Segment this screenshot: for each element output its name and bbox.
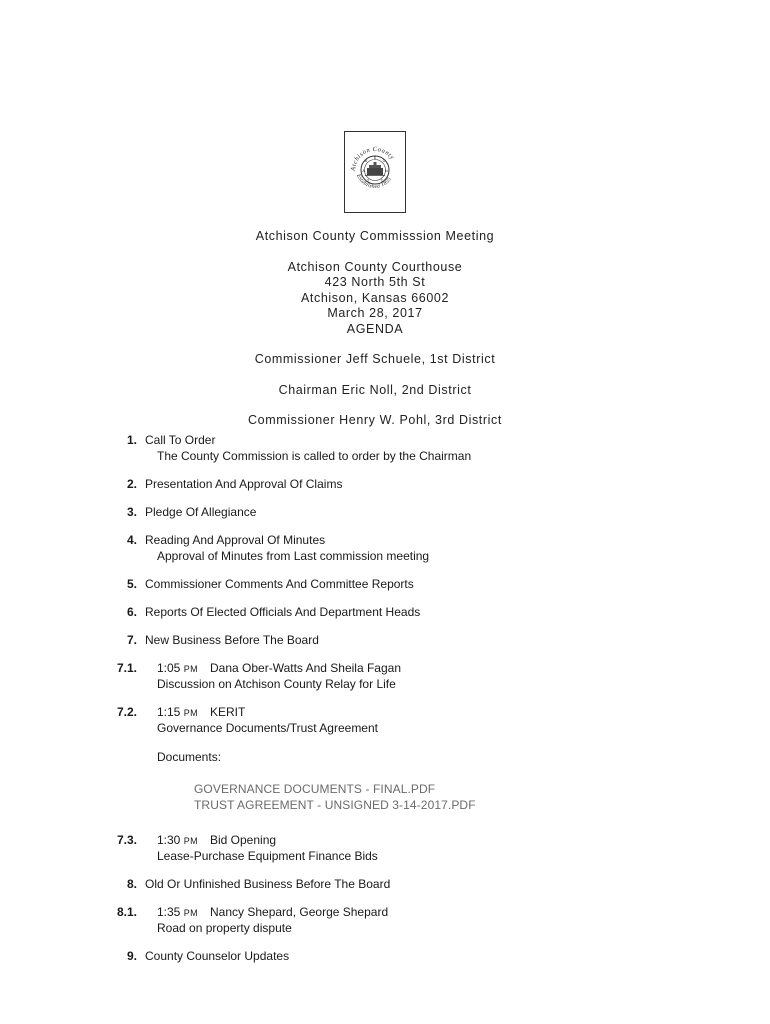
commissioner-3: Commissioner Henry W. Pohl, 3rd District: [248, 413, 502, 427]
city-state-zip: Atchison, Kansas 66002: [300, 290, 449, 305]
seal-initial: N: [385, 169, 388, 173]
item-number: 8.1.: [116, 905, 137, 919]
item-time: 1:35 PM: [157, 905, 199, 919]
commissioner-1: Commissioner Jeff Schuele, 1st District: [254, 352, 496, 366]
agenda-label: AGENDA: [346, 321, 404, 336]
meeting-date: March 28, 2017: [327, 306, 423, 320]
item-detail: Road on property dispute: [157, 921, 292, 935]
governance-documents-link[interactable]: GOVERNANCE DOCUMENTS - FINAL.PDF: [194, 782, 436, 796]
street-address: 423 North 5th St: [324, 275, 426, 289]
item-number: 7.: [126, 633, 137, 647]
chairman: Chairman Eric Noll, 2nd District: [278, 382, 472, 397]
item-number: 3.: [126, 505, 137, 519]
location-name: Atchison County Courthouse: [287, 259, 463, 274]
item-title: Reports Of Elected Officials And Department Heads: [145, 605, 421, 619]
item-number: 9.: [126, 949, 137, 963]
item-detail: Governance Documents/Trust Agreement: [157, 721, 378, 735]
seal-initial: O: [382, 159, 386, 163]
county-seal-logo: [346, 141, 404, 199]
item-number: 8.: [126, 877, 137, 891]
item-detail: Discussion on Atchison County Relay for Life: [157, 677, 396, 691]
seal-arc-top-text: Atchison County: [349, 145, 396, 172]
item-number: 4.: [126, 533, 137, 547]
item-presenter: Bid Opening: [210, 833, 277, 847]
trust-agreement-link[interactable]: TRUST AGREEMENT - UNSIGNED 3-14-2017.PDF: [194, 798, 476, 812]
item-detail: The County Commission is called to order by the Chairman: [157, 449, 472, 463]
item-time: 1:05 PM: [157, 661, 199, 675]
county-seal-frame: [344, 131, 406, 213]
item-title: Reading And Approval Of Minutes: [145, 533, 326, 547]
item-time: 1:30 PM: [157, 833, 199, 847]
seal-initial: A: [362, 169, 365, 173]
item-number: 6.: [126, 605, 137, 619]
item-number: 7.1.: [116, 661, 137, 675]
item-title: Presentation And Approval Of Claims: [145, 477, 343, 491]
agenda-header: [0, 229, 750, 429]
item-number: 7.3.: [116, 833, 137, 847]
item-title: Call To Order: [145, 433, 216, 447]
item-title: Commissioner Comments And Committee Reports: [145, 577, 414, 591]
item-detail: Approval of Minutes from Last commission meeting: [157, 549, 430, 563]
item-presenter: Nancy Shepard, George Shepard: [210, 905, 389, 919]
seal-arc-bottom-text: Established 1855: [355, 173, 393, 190]
seal-initial: D: [373, 156, 377, 160]
item-number: 5.: [126, 577, 137, 591]
item-number: 2.: [126, 477, 137, 491]
item-title: Old Or Unfinished Business Before The Board: [145, 877, 391, 891]
item-presenter: KERIT: [210, 705, 246, 719]
seal-initial: T: [366, 178, 370, 183]
item-presenter: Dana Ober-Watts And Sheila Fagan: [210, 661, 401, 675]
seal-initial: A: [364, 159, 368, 163]
documents-label: Documents:: [157, 750, 222, 764]
meeting-title: Atchison County Commisssion Meeting: [255, 229, 495, 243]
item-title: New Business Before The Board: [145, 633, 319, 647]
item-number: 7.2.: [116, 705, 137, 719]
item-title: County Counselor Updates: [145, 949, 290, 963]
item-time: 1:15 PM: [157, 705, 199, 719]
item-number: 1.: [126, 433, 137, 447]
item-detail: Lease-Purchase Equipment Finance Bids: [157, 849, 378, 863]
item-title: Pledge Of Allegiance: [145, 505, 257, 519]
svg-text:Established 1855: [355, 172, 393, 190]
seal-initial: C: [380, 178, 384, 183]
